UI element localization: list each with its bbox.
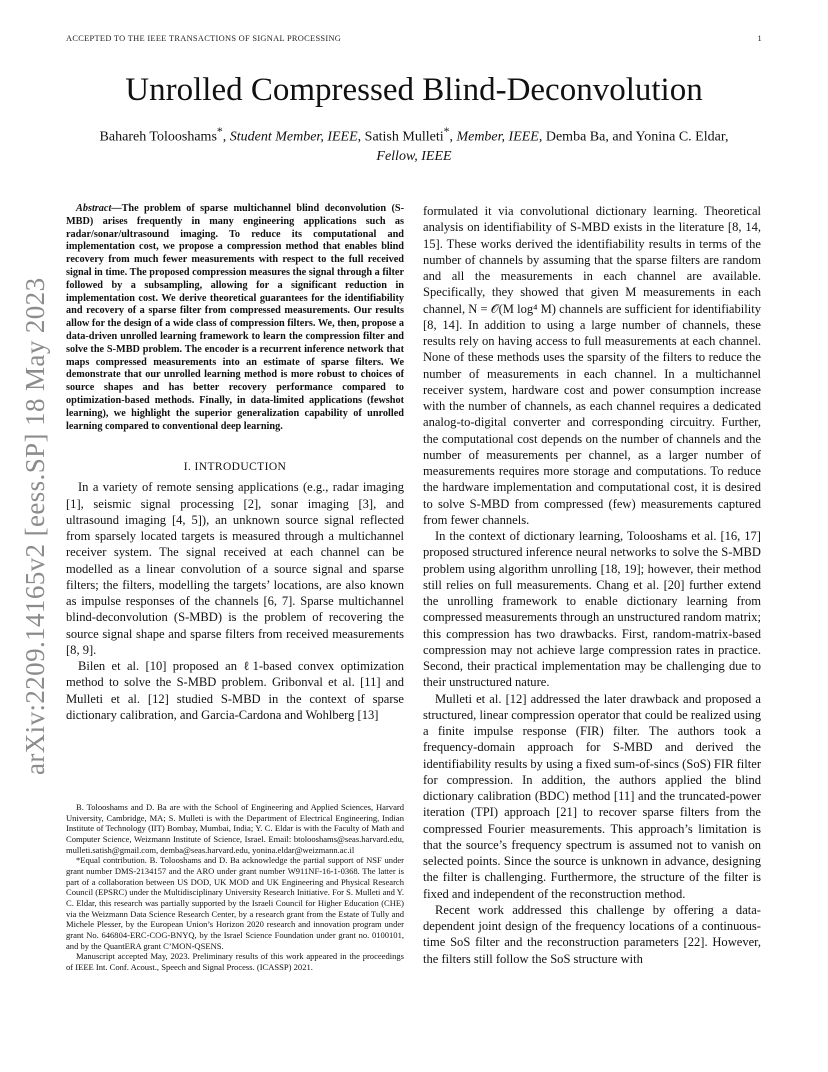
affiliation-footnote: B. Tolooshams and D. Ba are with the School of Engineering and Applied Sciences, Harvard University, Cambridge, MA; S. Mulleti is with the Department of Electrical Engineering, Indian Institute of Technology (IIT) Bombay, Mumbai, India; Y. C. Eldar is with the Faculty of Math and Computer Science, Weizmann Institute of Science, Israel. Email: btolooshams@seas.harvard.edu, mulleti.satish@gmail.com, demba@seas.harvard.edu, yonina.eldar@weizmann.ac.il (66, 802, 404, 855)
body-paragraph: Bilen et al. [10] proposed an ℓ1-based convex optimization method to solve the S-MBD problem. Gribonval et al. [11] and Mulleti et al. [12] studied S-MBD in the context of sparse dictionary calibration, and Garcia-Cardona and Wohlberg [13] (66, 659, 404, 722)
body-paragraph: In the context of dictionary learning, Tolooshams et al. [16, 17] proposed structured inference neural networks to solve the S-MBD problem using algorithm unrolling [18, 19]; however, their method still relies on full measurements. Chang et al. [20] further extend the unrolling framework to enable dictionary learning from compressed measurements through an unstructured random matrix; this compression has two drawbacks. First, random-matrix-based compression may not achieve large compression rates in practice. Second, their practical implementation may be challenging due to their unstructured nature. (423, 529, 761, 690)
body-paragraph: formulated it via convolutional dictionary learning. Theoretical analysis on identifiability of S-MBD exists in the literature [8, 14, 15]. These works derived the identifiability results in terms of the number of channels by assuming that the sparse filters are random and all the measurements in each channel are available. Specifically, they showed that given M measurements in each channel, N = 𝒪(M log⁴ M) channels are sufficient for identifiability [8, 14]. In addition to using a large number of channels, these results rely on having access to full measurements at each channel. None of these methods uses the sparsity of the filters to reduce the number of measurements in each channel. In a multichannel receiver system, hardware cost and power consumption increase with the number of channels, as each channel requires a dedicated analog-to-digital converter and corresponding circuitry. Further, the computational cost depends on the number of channels and the number of measurements per channel, as a larger number of measurements requires more storage and computations. To reduce the hardware implementation and computational cost, it is desired to solve S-MBD from compressed (few) measurements captured from fewer channels. (423, 204, 761, 527)
footnotes (66, 802, 404, 973)
author-role: Student Member, IEEE (229, 129, 358, 145)
abstract-label: Abstract (76, 203, 112, 214)
author-role: Fellow, IEEE (376, 148, 452, 164)
body-paragraph: In a variety of remote sensing applications (e.g., radar imaging [1], seismic signal processing [2], sonar imaging [3], and ultrasound imaging [4, 5]), an unknown source signal reflected from sparsely located targets is measured through a multichannel receiver system. The signal received at each channel can be modelled as a linear convolution of a source signal and sparse filters; the filters, modelling the targets’ locations, are also known as impulse responses of the channels [6, 7]. Sparse multichannel blind-deconvolution (S-MBD) is the problem of recovering the source signal shape and sparse filters from received measurements [8, 9]. (66, 480, 404, 657)
author-name: Satish Mulleti (364, 129, 444, 145)
equal-contribution-mark: * (216, 125, 223, 138)
abstract (66, 203, 404, 433)
author-list: Bahareh Tolooshams*, Student Member, IEEE, Satish Mulleti*, Member, IEEE, Demba Ba, and Yonina C. Eldar, Fellow, IEEE (99, 125, 729, 164)
paper-title: Unrolled Compressed Blind-Deconvolution (125, 72, 703, 108)
body-paragraph: Recent work addressed this challenge by offering a data-dependent joint design of the frequency locations of a continuous-time SoS filter and the reconstruction parameters [22]. However, the filters still follow the SoS structure with (423, 902, 761, 966)
equal-contribution-mark: * (443, 125, 450, 138)
page-number: 1 (757, 34, 762, 43)
running-header (66, 34, 762, 43)
body-paragraph: Mulleti et al. [12] addressed the later drawback and proposed a structured, linear compression operator that could be realized using a finite impulse response (FIR) filter. The authors took a frequency-domain approach for S-MBD and derived the identifiability results by using a fixed sum-of-sincs (SoS) FIR filter for compression. In addition, the authors applied the blind dictionary calibration (BDC) method [11] and the truncated-power iteration (TPI) approach [21] to recover sparse filters from the compressed Fourier measurements. This approach’s limitation is that the source’s frequency spectrum is assumed not to vanish on selected points. Since the source is unknown in advance, designing the filter is challenging. Furthermore, the structure of the filter is fixed and independent of the reconstruction method. (423, 691, 761, 901)
section-heading: I. INTRODUCTION (183, 461, 287, 474)
author-name: Bahareh Tolooshams (99, 129, 217, 145)
funding-footnote: *Equal contribution. B. Tolooshams and D. Ba acknowledge the partial support of NSF under grant number DMS-2134157 and the ARO under grant number W911NF-16-1-0368. The latter is part of a collaboration between US DOD, UK MOD and UK Engineering and Physical Research Council (EPSRC) under the Multidisciplinary University Research Initiative. For S. Mulleti and Y. C. Eldar, this research was partially supported by the Israeli Council for Higher Education (CHE) via the Weizmann Data Science Research Center, by a research grant from the Estate of Tully and Michele Plesser, by the European Union’s Horizon 2020 research and innovation program under grant No. 646804-ERC-COG-BNYQ, by the Israel Science Foundation under grant no. 0100101, and by the QuantERA grant C’MON-QSENS. (66, 855, 404, 951)
journal-name: ACCEPTED TO THE IEEE TRANSACTIONS OF SIGNAL PROCESSING (66, 34, 342, 43)
manuscript-note: Manuscript accepted May, 2023. Preliminary results of this work appeared in the proceedings of IEEE Int. Conf. Acoust., Speech and Signal Process. (ICASSP) 2021. (66, 951, 404, 972)
right-column (423, 203, 761, 967)
author-role: Member, IEEE (456, 129, 539, 145)
arxiv-identifier-stamp: arXiv:2209.14165v2 [eess.SP] 18 May 2023 (20, 277, 50, 775)
abstract-text: —The problem of sparse multichannel blind deconvolution (S-MBD) arises frequently in many engineering applications such as radar/sonar/ultrasound imaging. To reduce its computational and implementation cost, we propose a compression method that enables blind recovery from much fewer measurements with respect to the full received signal in time. The proposed compression measures the signal through a filter followed by a subsampling, allowing for a significant reduction in implementation cost. We derive theoretical guarantees for the identifiability and recovery of a sparse filter from compressed measurements. Our results allow for the design of a wide class of compression filters. We, then, propose a data-driven unrolled learning framework to learn the compression filter and solve the S-MBD problem. The encoder is a recurrent inference network that maps compressed measurements into an estimate of sparse filters. We demonstrate that our unrolled learning method is more robust to choices of source shapes and has better recovery performance compared to optimization-based methods. Finally, in data-limited applications (fewshot learning), we highlight the superior generalization capability of unrolled learning compared to conventional deep learning. (66, 203, 404, 432)
left-column (66, 203, 404, 723)
author-name: Demba Ba, and Yonina C. Eldar, (545, 129, 729, 145)
